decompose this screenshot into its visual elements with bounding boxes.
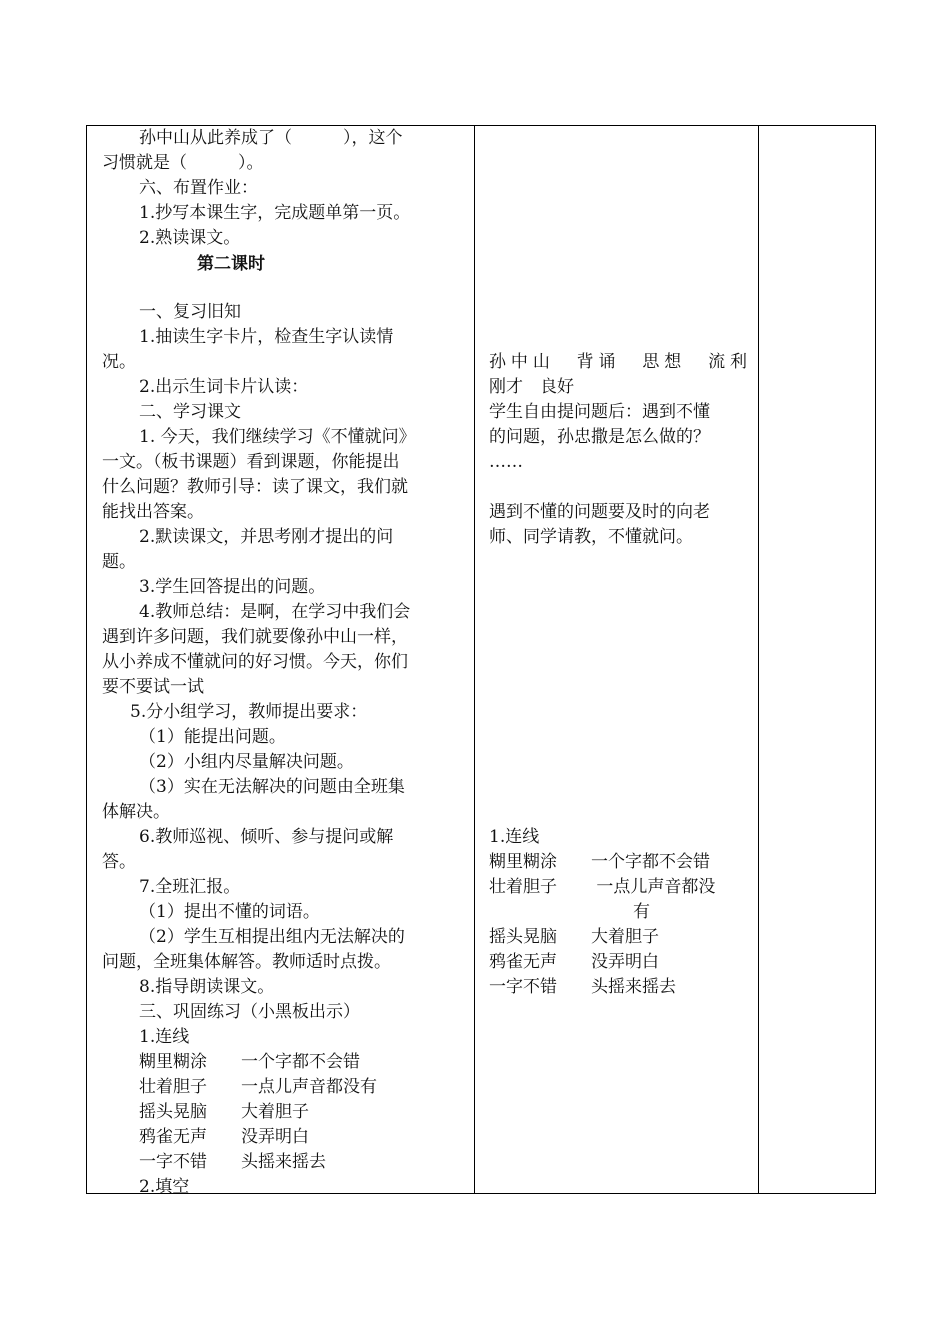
text-line: 答。 — [102, 852, 136, 872]
text-line: 体解决。 — [102, 802, 170, 822]
text-line: 2.默读课文，并思考刚才提出的问 — [139, 527, 394, 547]
text-line: 有 — [633, 902, 650, 922]
text-line: 孙中山 背诵 思想 流利 — [489, 352, 747, 372]
text-line: 1.抽读生字卡片，检查生字认读情 — [139, 327, 394, 347]
text-line: 1.连线 — [489, 827, 540, 847]
text-line: 刚才 良好 — [489, 377, 574, 397]
text-line: 5.分小组学习，教师提出要求： — [130, 702, 368, 722]
text-line: 一字不错 头摇来摇去 — [139, 1152, 326, 1172]
text-line: 孙中山从此养成了（ ），这个 — [139, 128, 403, 148]
text-line: 二、学习课文 — [139, 402, 241, 422]
text-line: 三、巩固练习（小黑板出示） — [139, 1002, 360, 1022]
text-line: 2.填空 — [139, 1177, 190, 1197]
text-line: 壮着胆子 一点儿声音都没 — [489, 877, 716, 897]
text-line: 问题，全班集体解答。教师适时点拨。 — [102, 952, 391, 972]
text-line: 1. 今天，我们继续学习《不懂就问》 — [139, 427, 416, 447]
column-divider-2 — [758, 126, 759, 1193]
text-line: 7.全班汇报。 — [139, 877, 241, 897]
text-line: （2）学生互相提出组内无法解决的 — [139, 927, 405, 947]
text-line: 学生自由提问题后：遇到不懂 — [489, 402, 710, 422]
text-line: 2.出示生词卡片认读： — [139, 377, 309, 397]
text-line: 一、复习旧知 — [139, 302, 241, 322]
text-line: 习惯就是（ ）。 — [102, 153, 264, 173]
text-line: （2）小组内尽量解决问题。 — [139, 752, 354, 772]
text-line: 1.抄写本课生字，完成题单第一页。 — [139, 203, 411, 223]
text-line: 4.教师总结：是啊，在学习中我们会 — [139, 602, 411, 622]
text-line: 8.指导朗读课文。 — [139, 977, 275, 997]
text-line: 的问题，孙忠撒是怎么做的？ — [489, 427, 710, 447]
text-line: 能找出答案。 — [102, 502, 204, 522]
text-line: 一文。（板书课题）看到课题，你能提出 — [102, 452, 400, 472]
text-line: 遇到不懂的问题要及时的向老 — [489, 502, 710, 522]
text-line: 师、同学请教，不懂就问。 — [489, 527, 693, 547]
text-line: 遇到许多问题，我们就要像孙中山一样， — [102, 627, 408, 647]
column-divider-1 — [474, 126, 475, 1193]
text-line: 1.连线 — [139, 1027, 190, 1047]
text-line: 从小养成不懂就问的好习惯。今天，你们 — [102, 652, 408, 672]
text-line: 什么问题？教师引导：读了课文，我们就 — [102, 477, 408, 497]
text-line: 况。 — [102, 352, 136, 372]
text-line: 糊里糊涂 一个字都不会错 — [139, 1052, 360, 1072]
text-line: 鸦雀无声 没弄明白 — [489, 952, 659, 972]
text-line: 壮着胆子 一点儿声音都没有 — [139, 1077, 377, 1097]
text-line: 题。 — [102, 552, 136, 572]
text-line: 要不要试一试 — [102, 677, 204, 697]
text-line: 六、布置作业： — [139, 178, 258, 198]
text-line: 糊里糊涂 一个字都不会错 — [489, 852, 710, 872]
text-line: （3）实在无法解决的问题由全班集 — [139, 777, 405, 797]
text-line: 6.教师巡视、倾听、参与提问或解 — [139, 827, 394, 847]
text-line: 一字不错 头摇来摇去 — [489, 977, 676, 997]
text-line: 3.学生回答提出的问题。 — [139, 577, 326, 597]
text-line: 摇头晃脑 大着胆子 — [139, 1102, 309, 1122]
text-line: （1）提出不懂的词语。 — [139, 902, 320, 922]
text-line: …… — [489, 452, 523, 472]
text-line: 摇头晃脑 大着胆子 — [489, 927, 659, 947]
text-line: （1）能提出问题。 — [139, 727, 286, 747]
section-heading: 第二课时 — [197, 254, 265, 274]
text-line: 鸦雀无声 没弄明白 — [139, 1127, 309, 1147]
text-line: 2.熟读课文。 — [139, 228, 241, 248]
